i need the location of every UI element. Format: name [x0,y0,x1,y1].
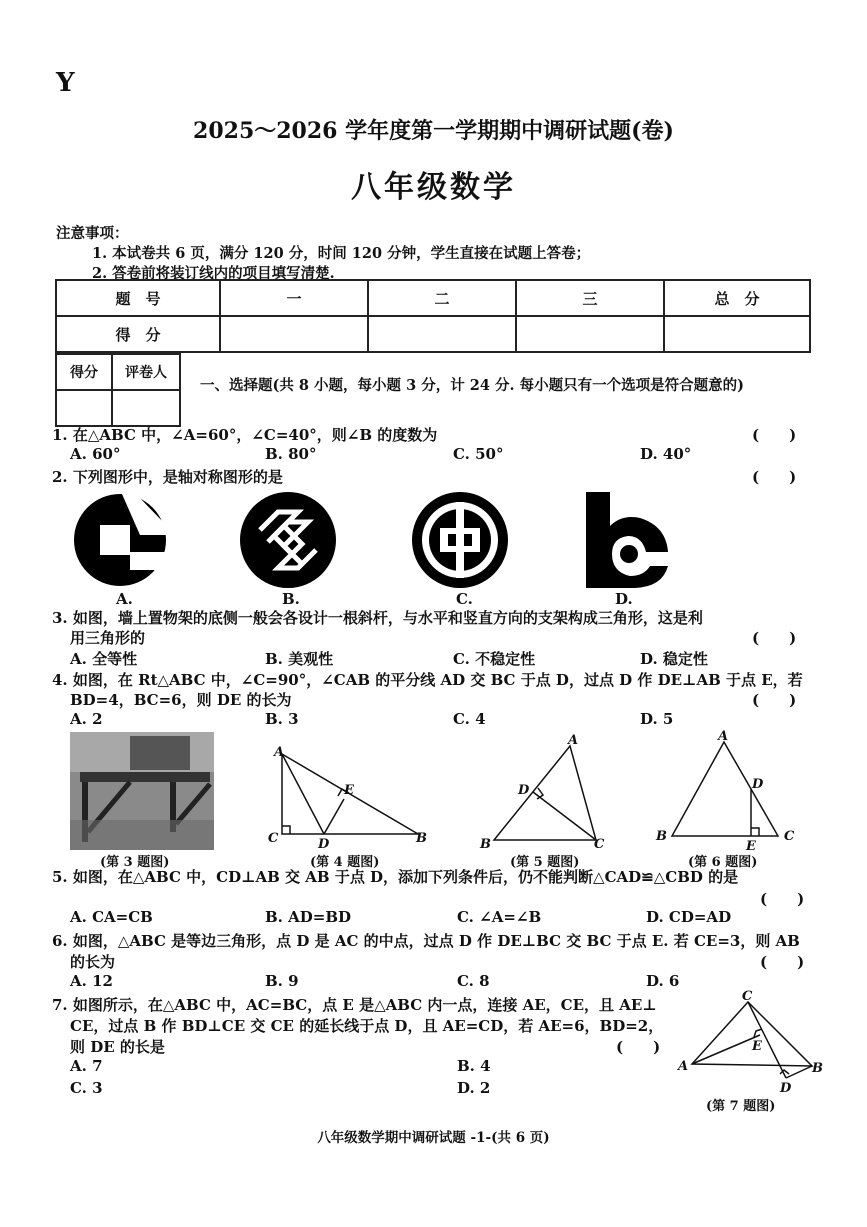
q5-option-b: B. AD=BD [265,908,352,926]
fig7-label-c: C [742,990,753,1004]
section-heading: 一、选择题(共 8 小题，每小题 3 分，计 24 分. 每小题只有一个选项是符合题意的) [200,377,744,394]
page-footer: 八年级数学期中调研试题 -1-(共 6 页) [317,1130,550,1146]
score-header-part2: 二 [368,280,516,316]
q6-stem-line1: 6. 如图，△ABC 是等边三角形，点 D 是 AC 的中点，过点 D 作 DE⊥BC 交 BC 于点 E. 若 CE=3，则 AB [52,932,800,950]
score-cell-total[interactable] [664,316,810,352]
q1-answer-paren[interactable]: ( ) [752,426,797,444]
fig6-diagram [654,726,804,850]
q7-stem-line2: CE，过点 B 作 BD⊥CE 交 CE 的延长线于点 D，且 AE=CD，若 AE=6，BD=2， [70,1017,664,1035]
q6-option-a: A. 12 [70,972,113,990]
q4-stem-line1: 4. 如图，在 Rt△ABC 中，∠C=90°，∠CAB 的平分线 AD 交 BC 于点 D，过点 D 作 DE⊥AB 于点 E，若 [52,671,803,689]
q2-option-d: D. [615,590,633,608]
q5-option-c: C. ∠A=∠B [457,908,542,926]
q4-option-c: C. 4 [453,710,486,728]
q2-option-c: C. [456,590,473,608]
exam-subject: 八年级数学 [351,170,516,205]
fig5-label-a: A [568,733,579,748]
q1-option-a: A. 60° [70,445,121,463]
q3-stem-line2: 用三角形的 [70,629,146,647]
fig4-label-b: B [416,831,427,846]
q2-option-b: B. [282,590,300,608]
score-cell-2[interactable] [368,316,516,352]
fig6-label-d: D [752,777,764,792]
q3-option-c: C. 不稳定性 [453,650,536,668]
q7-stem-line1: 7. 如图所示，在△ABC 中，AC=BC，点 E 是△ABC 内一点，连接 AE，CE，且 AE⊥ [52,996,657,1014]
q1-option-c: C. 50° [453,445,504,463]
grader-name-cell[interactable] [112,390,180,426]
score-cell-1[interactable] [220,316,368,352]
fig5-label-d: D [518,783,530,798]
fig4-label-a: A [274,745,285,760]
logo-b-icon [238,490,338,590]
score-table [55,279,811,353]
fig6-label-a: A [718,729,729,744]
note-item-1: 1. 本试卷共 6 页，满分 120 分，时间 120 分钟，学生直接在试题上答卷； [92,245,591,262]
q4-option-b: B. 3 [265,710,299,728]
fig5-diagram [476,732,612,852]
fig7-caption: (第 7 题图) [706,1099,776,1114]
q5-answer-paren[interactable]: ( ) [760,890,805,908]
q7-option-d: D. 2 [457,1079,491,1097]
fig6-label-e: E [746,839,756,850]
q1-option-b: B. 80° [265,445,317,463]
q5-option-a: A. CA=CB [70,908,153,926]
exam-title: 2025～2026 学年度第一学期期中调研试题(卷) [193,118,674,144]
fig5-label-c: C [594,837,605,852]
grader-score-cell[interactable] [56,390,112,426]
fig6-label-b: B [656,829,667,844]
q7-option-c: C. 3 [70,1079,103,1097]
q4-option-d: D. 5 [640,710,674,728]
q1-stem: 1. 在△ABC 中，∠A=60°，∠C=40°，则∠B 的度数为 [52,426,438,444]
score-header-part1: 一 [220,280,368,316]
q7-stem-line3: 则 DE 的长是 [70,1038,165,1056]
fig4-label-e: E [344,783,354,798]
score-row-label: 得 分 [56,316,220,352]
fig4-label-c: C [268,831,279,846]
q3-option-b: B. 美观性 [265,650,334,668]
score-cell-3[interactable] [516,316,664,352]
q2-stem: 2. 下列图形中，是轴对称图形的是 [52,468,283,486]
q6-answer-paren[interactable]: ( ) [760,953,805,971]
fig7-label-b: B [812,1061,823,1076]
q5-stem: 5. 如图，在△ABC 中，CD⊥AB 交 AB 于点 D，添加下列条件后，仍不能判断△CAD≌△CBD 的是 [52,868,739,886]
fig3-caption: (第 3 题图) [100,855,170,870]
fig7-diagram [676,990,826,1094]
fig6-caption: (第 6 题图) [688,855,758,870]
q6-option-b: B. 9 [265,972,299,990]
q6-option-d: D. 6 [646,972,680,990]
logo-a-icon [70,492,170,588]
q4-stem-line2: BD=4，BC=6，则 DE 的长为 [70,691,292,709]
fig7-label-d: D [780,1081,792,1094]
grader-score-label: 得分 [56,354,112,390]
q6-stem-line2: 的长为 [70,953,116,971]
logo-c-icon [410,490,510,590]
notes-heading: 注意事项： [56,225,129,242]
q4-answer-paren[interactable]: ( ) [752,691,797,709]
score-header-label: 题 号 [56,280,220,316]
q7-option-b: B. 4 [457,1057,491,1075]
q4-option-a: A. 2 [70,710,103,728]
q3-answer-paren[interactable]: ( ) [752,629,797,647]
fig7-label-e: E [752,1039,762,1054]
q7-answer-paren[interactable]: ( ) [616,1038,661,1056]
score-header-part3: 三 [516,280,664,316]
q3-option-a: A. 全等性 [70,650,138,668]
fig4-diagram [268,742,434,854]
q5-option-d: D. CD=AD [646,908,732,926]
fig4-label-d: D [318,837,330,852]
q3-option-d: D. 稳定性 [640,650,708,668]
q2-option-a: A. [116,590,133,608]
q6-option-c: C. 8 [457,972,490,990]
fig6-label-c: C [784,829,795,844]
logo-d-icon [584,490,674,590]
grader-table [55,353,181,427]
q7-option-a: A. 7 [70,1057,103,1075]
q1-option-d: D. 40° [640,445,692,463]
score-header-total: 总 分 [664,280,810,316]
corner-mark: Y [56,68,75,98]
note-item-2: 2. 答卷前将装订线内的项目填写清楚. [92,265,335,282]
grader-name-label: 评卷人 [112,354,180,390]
q3-stem-line1: 3. 如图，墙上置物架的底侧一般会各设计一根斜杆，与水平和竖直方向的支架构成三角形，这是利 [52,609,703,627]
fig7-label-a: A [678,1059,689,1074]
fig5-caption: (第 5 题图) [510,855,580,870]
q2-answer-paren[interactable]: ( ) [752,468,797,486]
shelf-photo [70,732,214,850]
fig5-label-b: B [480,837,491,852]
fig4-caption: (第 4 题图) [310,855,380,870]
